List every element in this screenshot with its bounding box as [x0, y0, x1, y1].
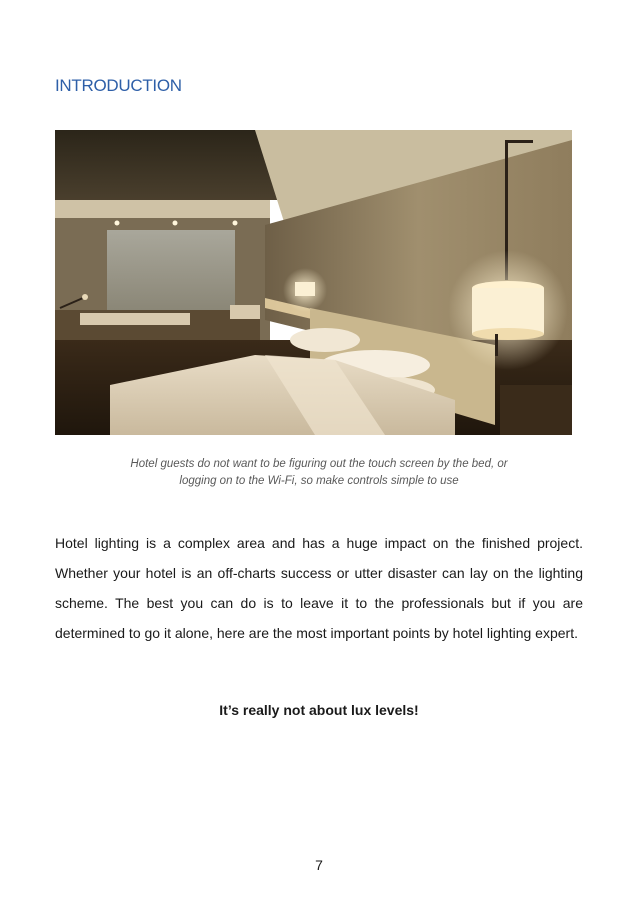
hotel-room-photo	[55, 130, 572, 435]
subheading: It’s really not about lux levels!	[219, 702, 419, 718]
figure-caption: Hotel guests do not want to be figuring out the touch screen by the bed, or logging on to the Wi-Fi, so make controls simple to use	[130, 458, 508, 487]
section-heading: INTRODUCTION	[55, 76, 182, 95]
intro-paragraph: Hotel lighting is a complex area and has a huge impact on the finished project. Whether your hotel is an off-charts success or utter disaster can lay on the lighting scheme. The best you can do is to leave it to the professionals but if you are determined to go it alone, here are the most important points by hotel lighting expert.	[55, 535, 583, 641]
page-number: 7	[315, 857, 323, 873]
